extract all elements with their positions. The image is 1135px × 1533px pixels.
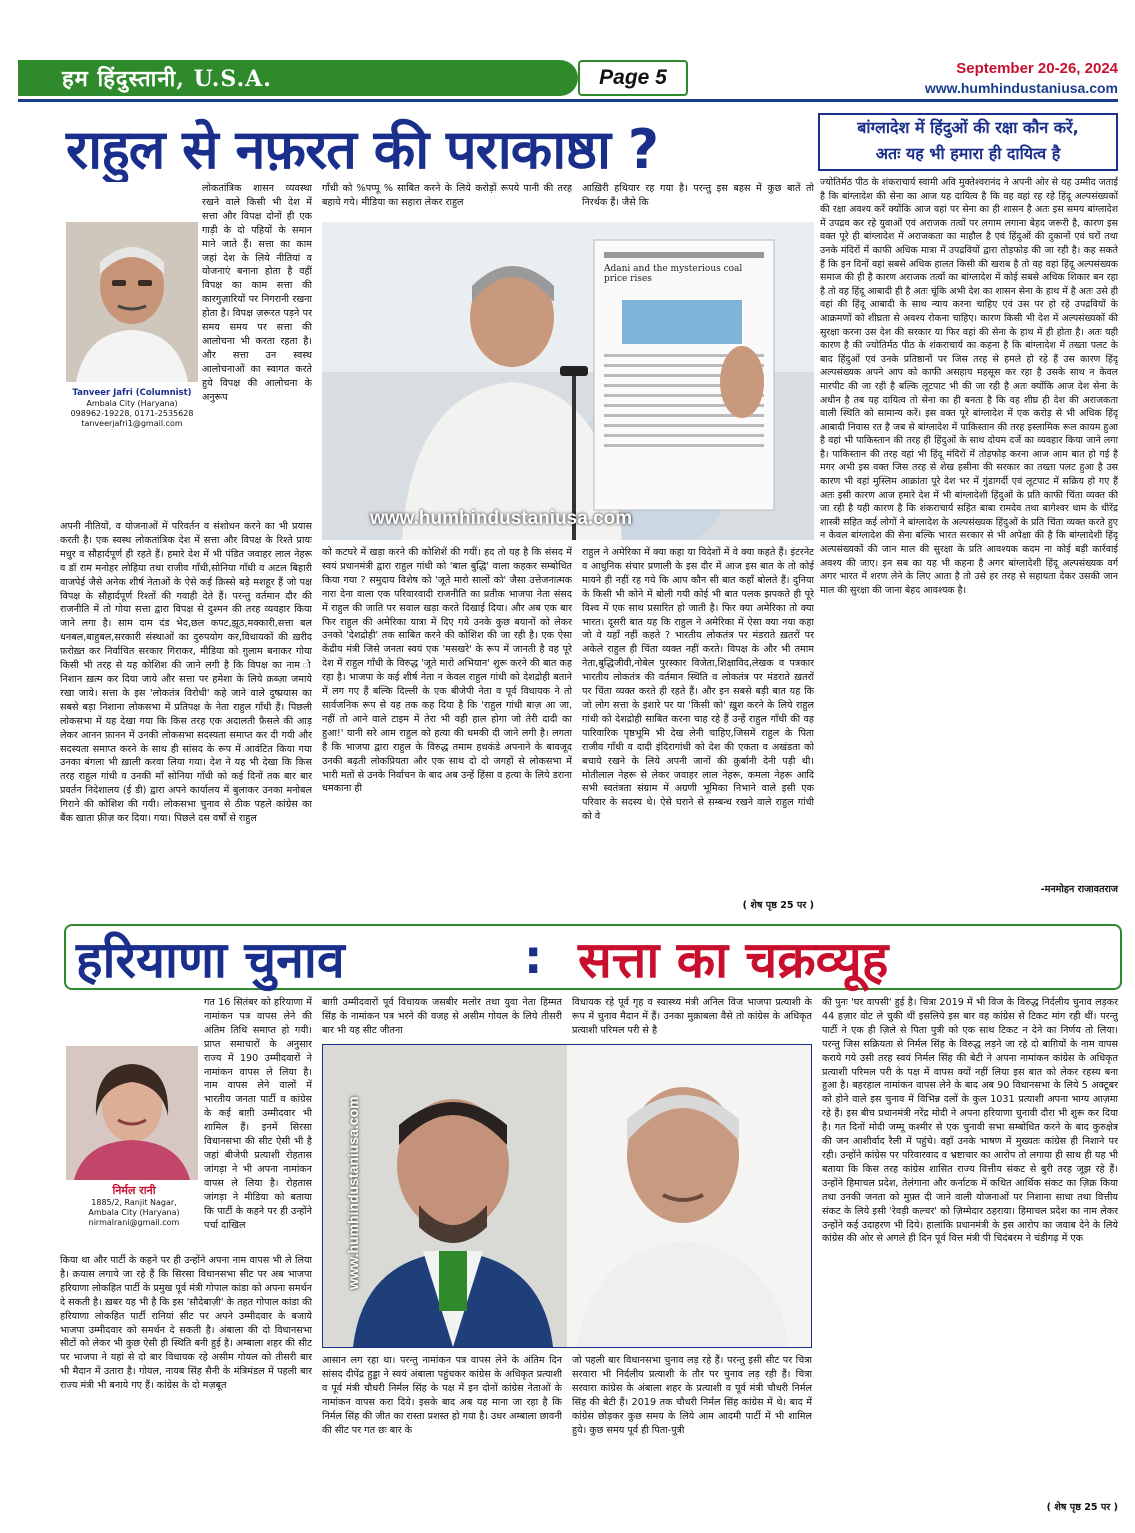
page-number: Page 5 [578,60,688,96]
sidebar-headline-line1: बांग्लादेश में हिंदुओं की रक्षा कौन करें, [857,118,1079,137]
article2-col3-top: विधायक रहे पूर्व गृह व स्वास्थ्य मंत्री अनिल विज भाजपा प्रत्याशी के रूप में चुनाव मैदान में हैं। उनका मुक़ाबला वैसे तो कांग्रेस के अधिकृत प्रत्याशी परिमल परी से है [572,997,812,1036]
clipping-headline: Adani and the mysterious coal price rises [604,264,743,284]
politicians-photo [323,1045,811,1347]
newspaper-title: हम हिंदुस्तानी, U.S.A. [62,66,272,92]
photo-watermark: www.humhindustaniusa.com [370,508,633,529]
article2-col1-top-text: गत 16 सितंबर को हरियाणा में नामांकन पत्र वापस लेने की अंतिम तिथि समाप्त हो गयी। प्राप्त समाचारों के अनुसार राज्य में 190 उम्मीदवारों ने नामांकन वापस ले लिया है। नाम वापस लेने वालों में भारतीय जनता पार्टी व कांग्रेस के कई बाग़ी उम्मीदवार भी शामिल हैं। इनमें सिरसा विधानसभा की सीट ऐसी भी है जहां बीजेपी प्रत्याशी रोहतास जांगड़ा ने भी अपना नामांकन वापस ले लिया है। रोहतास जांगड़ा ने मीडिया को बताया कि पार्टी के कहने पर ही उन्होंने पर्चा दाखिल [204,997,312,1231]
website-link[interactable]: www.humhindustaniusa.com [924,80,1118,96]
article1-headline: राहुल से नफ़रत की पराकाष्ठा ? [66,118,659,181]
author2-addr1: 1885/2, Ranjit Nagar, [91,1198,177,1207]
author-portrait [66,222,198,382]
author-name-label: Tanveer Jafri (Columnist) [72,388,192,398]
article2-headline-right: सत्ता का चक्रव्यूह [578,931,889,989]
sidebar-body: ज्योतिर्मठ पीठ के शंकराचार्य स्वामी अवि मुक्तेश्वरानंद ने अपनी ओर से यह उम्मीद जताई है कि बांग्लादेश की सेना का आज यह दायित्व है कि वह वहां रह रहे हिंदू अल्पसंख्यकों की रक्षा अवश्य करें क्योंकि आज वहां पर सेना का ही शासन है अतः इस समय बांग्लादेश में उपद्रव कर रहे युवाओं एवं अराजक तत्वों पर लगाम लगाना बेहद जरूरी है, कारण इस वक्त पूरे ही बांग्लादेश में अराजकता का माहौल है एवं हिंदुओं की दुकानों एवं घरों तथा उनके मंदिरों में काफी अधिक मात्रा में उपद्रवियों द्वारा तोड़फोड़ की जा रही है। कह सकते हैं कि इन दिनों वहां सबसे अधिक हालत किसी की खराब है तो वह वहां हिंदू अल्पसंख्यक समाज की ही है कारण अराजक तत्वों का बांग्लादेश में कोई सबसे अधिक शिकार बन रहा है तो वह हिंदू आबादी ही है अतः चूंकि अभी देश का शासन सेना के हाथ में है अतः उसे ही वहां की हिंदू आबादी के साथ न्याय करना चाहिए एवं उस पर हो रहे उपद्रवियों के आक्रमणों को शीघ्रता से अवश्य रोकना चाहिए। कारण किसी भी देश में अल्पसंख्यकों की सुरक्षा करना उस देश की सरकार या फिर वहां की सेना के हाथ में ही होता है। अतः यही कारण है की ज्योतिर्मठ पीठ के शंकराचार्य का कहना है कि बांग्लादेश में तख्ता पलट के बाद हिंदुओं एवं उनके प्रतिष्ठानों पर जिस तरह से हमले हो रहे हैं उस कारण हिंदू अल्पसंख्यक अपने आप को काफी असहाय महसूस कर रहा है उसके साथ न केवल मारपीट की जा रही है बल्कि लूटपाट भी की जा रही है अतः क्योंकि आज देश सेना के अधीन है तब यह दायित्व तो सेना का ही बनता है कि वह शीघ्र ही देश की अराजकता वाली स्थिति को सामान्य करें। इस वक्त पूरे बांग्लादेश में एक करोड़ से भी अधिक हिंदू आबादी निवास रत है जब से बांग्लादेश में पाकिस्तान की तरह इस्लामिक रूल कायम हुआ है वहां भी पाकिस्तान की तरह ही हिंदुओं के साथ दोयम दर्जे का व्यवहार किया जाने लगा है। पाकिस्तान की तरह वहां भी हिंदू मंदिरों में तोड़फोड़ करना आज आम बात हो गई है मगर अभी इस वक्त जिस तरह से शेख हसीना की सरकार का तख्ता पलट हुआ है उस कारण भी वहां मुस्लिम आक्रांता पूरे देश भर में गुंडागर्दी एवं लूटपाट में सक्रिय हो गए हैं अतः इसी कारण आज हमारे देश में भी बांग्लादेशी हिंदुओं के प्रति काफी चिंता व्यक्त की जा रही है यही कारण है कि शंकराचार्य सहित बाबा रामदेव तथा बागेश्वर धाम के धीरेंद्र शास्त्री सहित कई लोगों ने बांग्लादेश के अल्पसंख्यक हिंदुओं के प्रति चिंता व्यक्त करते हुए न केवल बांग्लादेश की सेना बल्कि भारत सरकार से भी अपेक्षा की है कि बांग्लादेशी हिंदू अल्पसंख्यकों की जान माल की सुरक्षा के प्रति आवश्यक कदम ना कोई बड़ी कार्रवाई अवश्य की जाए। इन सब का यह भी कहना है अगर बांग्लादेशी हिंदू अल्पसंख्यक वर्ग अगर भारत में शरण लेने के लिए आता है तो उसे हर तरह से सहायता देकर उसकी जान माल की सुरक्षा की जाना बेहद आवश्यक है। [820,177,1118,596]
article2-col3-bottom: जो पहली बार विधानसभा चुनाव लड़ रहे हैं। परन्तु इसी सीट पर चित्रा सरवारा भी निर्दलीय प्रत्याशी के तौर पर चुनाव लड़ रही हैं। चित्रा सरवारा कांग्रेस के अंबाला शहर के प्रत्याशी व पूर्व मंत्री चौधरी निर्मल सिंह की बेटी हैं। 2019 तक चौधरी निर्मल सिंह कांग्रेस में थे। बाद में कांग्रेस छोड़कर कुछ समय के लिये आम आदमी पार्टी में भी शामिल हुये। कुछ समय पूर्व ही पिता-पुत्री [572,1355,812,1436]
masthead-rule [18,99,1118,102]
author2-addr2: Ambala City (Haryana) [88,1208,180,1217]
sidebar-headline-box [818,113,1118,171]
author-city-label: Ambala City (Haryana) [86,399,178,408]
photo2-watermark: www.humhindustaniusa.com [345,1096,361,1290]
article1-photo [322,222,814,540]
author-card-overlay [66,222,198,462]
article1-col3-bottom: राहुल ने अमेरिका में क्या कहा या विदेशों में वे क्या कहते हैं। इंटरनेट व आधुनिक संचार प्रणाली के इस दौर में आज इस बात के तो कोई मायने ही नहीं रह गये कि आप कौन सी बात कहाँ बोलते हैं। दुनिया के किसी भी कोने में बोली गयी कोई भी बात पलक झपकते ही पूरे विश्व में एक साथ प्रसारित हो जाती है। फिर क्या अमेरिका तो क्या भारत। दूसरी बात यह कि राहुल ने अमेरिका में ऐसा क्या नया कहा जो वे यहाँ नहीं कहते ? भारतीय लोकतंत्र पर मंडराते ख़तरों पर अकेले राहुल ही चिंता व्यक्त नहीं करते। विपक्ष के और भी तमाम नेता,बुद्धिजीवी,नोबेल पुरस्कार विजेता,शिक्षाविद,लेखक व पत्रकार भारतीय लोकतंत्र की वर्तमान स्थिति व लोकतंत्र पर मंडराते ख़तरों पर चिंता व्यक्त करते ही रहते हैं। और इन सबसे बड़ी बात यह कि जो लोग सत्ता के इशारे पर या 'किसी को' ख़ुश करने के लिये राहुल गांधी को देशद्रोही साबित करना चाह रहे हैं उन्हें राहुल गाँधी की वह पारिवारिक पृष्ठभूमि भी देख लेनी चाहिए,जिसमें राहुल के पिता राजीव गाँधी व दादी इंदिरागांधी को देश की एकता व अखंडता को बचाये रखने के लिये अपनी जानों की क़ुर्बानी देनी पड़ी थी। मोतीलाल नेहरू से लेकर जवाहर लाल नेहरू, कमला नेहरू आदि सभी स्वतंत्रता संग्राम में अग्रणी भूमिका निभाने वाले इसी एक परिवार के सदस्य थे। ऐसे घराने से सम्बन्ध रखने वाले राहुल गांधी को वे [582,547,814,823]
author-phone-label: 098962-19228, 0171-2535628 [70,409,194,418]
article2-col4: की पुनः 'घर वापसी' हुई है। चित्रा 2019 में भी विज के विरुद्ध निर्दलीय चुनाव लड़कर 44 हज़ार वोट ले चुकी थीं इसलिये इस बार वह कांग्रेस से टिकट मांग रही थीं। परन्तु पार्टी ने एक ही ज़िले से पिता पुत्री को एक साथ टिकट न देने का निर्णय तो लिया। परन्तु जिस सक्रियता से निर्मल सिंह के विरुद्ध लड़ने जा रहे दो बाग़ियों के नाम वापस कराये गये उसी तरह स्वयं निर्मल सिंह की बेटी ने अपना नामांकन कांग्रेस के अधिकृत प्रत्याशी परिमल परी के पक्ष में वापस क्यों नहीं लिया इस बात को लेकर रहस्य बना हुआ है। बहरहाल नामांकन वापस लेने के बाद अब 90 विधानसभा के लिये 5 अक्टूबर को होने वाले इस चुनाव में विभिन्न दलों के कुल 1031 प्रत्याशी अपना भाग्य आज़मा रहे हैं। इस बीच प्रधानमंत्री नरेंद्र मोदी ने अपना हरियाणा चुनावी दौरा भी शुरू कर दिया है। गत दिनों मोदी जम्मू कश्मीर से एक चुनावी सभा सम्बोधित करने के बाद कुरुक्षेत्र की जन आशीर्वाद रैली में पहुंचे। वहाँ उनके भाषण में मुख्यतः कांग्रेस ही निशाने पर रही। उन्होंने कांग्रेस पर परिवारवाद व भ्रष्टाचार का आरोप तो लगाया ही साथ ही यह भी बताया कि किस तरह कांग्रेस शासित राज्य वित्तीय संकट से बुरी तरह जूझ रहे हैं। उन्होंने हिमाचल प्रदेश, तेलंगाना और कर्नाटक में कथित आर्थिक संकट का ज़िक्र किया तथा उनकी जनता को मुफ़्त दी जाने वाली योजनाओं पर निशाना साधा तथा वित्तीय संकट के लिये इसी 'रेवड़ी कल्चर' को ज़िम्मेदार ठहराया। हिमाचल प्रदेश का नाम लेकर उन्होंने कई उदाहरण भी दिये। हालांकि प्रधानमंत्री के इस आरोप का जवाब देने के लिये कांग्रेस की ओर से अगले ही दिन पूर्व वित्त मंत्री पी चिदंबरम ने चंडीगढ़ में एक [822,997,1118,1245]
author2-name: निर्मल रानी [112,1184,156,1197]
author2-email[interactable]: nirmalrani@gmail.com [88,1218,180,1227]
sidebar-author: -मनमोहन राजावतराज [1040,884,1118,895]
article2-col2-bottom: आसान लग रहा था। परन्तु नामांकन पत्र वापस लेने के अंतिम दिन सांसद दीपेंद्र हुड्डा ने स्वयं अंबाला पहुंचकर कांग्रेस के अधिकृत प्रत्याशी व पूर्व मंत्री चौधरी निर्मल सिंह के पक्ष में इन दोनों कांग्रेस नेताओं के नामांकन वापस करा दिये। इसके बाद अब यह माना जा रहा है कि निर्मल सिंह की जीत का रास्ता प्रशस्त हो गया है। उधर अम्बाला छावनी की सीट पर गत छः बार के [322,1355,562,1436]
author2-card [66,1046,202,1246]
article1-col3-top: आख़िरी हथियार रह गया है। परन्तु इस बहस में कुछ बातें तो निरर्थक हैं। जैसे कि [582,183,814,208]
article1-col2-bottom: को कटघरे में खड़ा करने की कोशिशें की गयीं। हद तो यह है कि संसद में स्वयं प्रधानमंत्री द्वारा राहुल गांधी को 'बाल बुद्धि' वाला कहकर सम्बोधित किया गया ? समुदाय विशेष को 'जूते मारो सालों को' जैसा उत्तेजनात्मक नारा देना वाला एक परिवारवादी राजनीति का प्रतीक भाजपा नेता संसद में राहुल की जाति पर सवाल खड़ा करते दिखाई दिया। और अब एक बार फिर राहुल की अमेरिका यात्रा में दिए गये उनके कुछ बयानों को लेकर उनको 'देशद्रोही' तक साबित करने की कोशिश की जा रही है। एक ऐसा केंद्रीय मंत्री जिसे जनता स्वयं एक 'मसखरे' के रूप में जानती है वह पूरे देश में राहुल गाँधी के विरुद्ध 'जूते मारो अभियान' शुरू करने की बात कह रहा है। भाजपा के कई शीर्ष नेता न केवल राहुल गांधी को देशद्रोही बताने में लग गए हैं बल्कि दिल्ली के एक बीजेपी नेता व पूर्व विधायक ने तो सार्वजनिक रूप से यह तक कह दिया है कि 'राहुल गांधी बाज़ आ जा, नहीं तो आने वाले टाइम में तेरा भी वही हाल होगा जो तेरी दादी का हुआ!' यानी सरे आम राहुल को हत्या की धमकी दी जाने लगी है। लगता है कि भाजपा द्वारा राहुल के विरुद्ध तमाम हथकंडे अपनाने के बावजूद उनकी बढ़ती लोकप्रियता और एक साथ दो दो जगहों से लोकसभा में भारी मतों से उनके निर्वाचन के बाद अब उन्हें हिंसा व हत्या के लिये डराना धमकाना ही [322,547,572,795]
article2-headline-left: हरियाणा चुनाव [76,931,345,989]
article1-col1-bottom: अपनी नीतियों, व योजनाओं में परिवर्तन व संशोधन करने का भी प्रयास करती है। एक स्वस्थ लोकतांत्रिक देश में सत्ता और विपक्ष के रिश्ते प्रायः मधुर व सौहार्दपूर्ण ही रहते हैं। हमारे देश में भी पंडित जवाहर लाल नेहरू व डॉ राम मनोहर लोहिया तथा राजीव गाँधी,सोनिया गाँधी व अटल बिहारी वाजपेई जैसे अनेक शीर्ष नेताओं के ऐसे कई क़िस्से बड़े मशहूर हैं जो पक्ष विपक्ष के सौहार्दपूर्ण रिश्तों की गवाही देते हैं। परन्तु वर्तमान दौर की राजनीति में तो गोया सत्ता द्वारा विपक्ष से दुश्मन की तरह व्यवहार किया जाने लगा है। साम दाम दंड भेद,छल कपट,झूठ,मक्कारी,सत्ता बल धनबल,बाहुबल,सरकारी संस्थाओं का दुरुपयोग कर,विधायकों की ख़रीद फ़रोख़्त कर निर्वाचित सरकार गिराकर, मीडिया को ग़ुलाम बनाकर गोया किसी भी तरह से यह कोशिश की जाने लगी है कि विपक्ष का नाम ो निशान ख़त्म कर दिया जाये और सत्ता पर हमेशा के लिये क़ब्ज़ा जमाये रखा जाये। सत्ता के इस 'लोकतंत्र विरोधी' कहे जाने वाले दुष्प्रयास का सबसे बड़ा निशाना लोकसभा में प्रतिपक्ष के नेता राहुल गाँधी हैं। पिछली लोकसभा में यह देखा गया कि किस तरह एक अदालती फ़ैसले की आड़ लेकर आनन फ़ानन में उनकी लोकसभा सदस्यता समाप्त कर दी गयी और सदस्यता समाप्त करने के साथ ही सांसद के रूप में आवंटित किया गया उनका बंगला भी ख़ाली करवा लिया गया। देश ने यह भी देखा कि किस तरह राहुल गांधी व उनकी माँ सोनिया गाँधी को कई दिनों तक बार बार प्रवर्तन निदेशालय (ई डी) द्वारा अपने कार्यालय में बुलाकर उनका मनोबल गिराने की कोशिश की गयी। लोकसभा चुनाव से ठीक पहले कांग्रेस का बैंक खाता फ़्रीज़ कर दिया। गया। पिछले दस वर्षों से राहुल [60,521,312,825]
author2-portrait [66,1046,198,1180]
sidebar-headline-line2: अतः यह भी हमारा ही दायित्व है [875,144,1061,163]
article2-continued: ( शेष पृष्ठ 25 पर ) [990,1500,1118,1513]
article1-col2-top: गाँधी को %पप्पू % साबित करने के लिये करोड़ों रूपये पानी की तरह बहाये गये। मीडिया का सहारा लेकर राहुल [322,183,572,208]
issue-date: September 20-26, 2024 [956,60,1118,77]
article2-col1-bottom: किया था और पार्टी के कहने पर ही उन्होंने अपना नाम वापस भी ले लिया है। क़यास लगाये जा रहे हैं कि सिरसा विधानसभा सीट पर अब भाजपा हरियाणा लोकहित पार्टी के प्रमुख पूर्व मंत्री गोपाल कांडा को अपना समर्थन दे सकती है। ख़बर यह भी है कि इस 'सौदेबाज़ी' के तहत गोपाल कांडा की हरियाणा लोकहित पार्टी रानियां सीट पर अपने उम्मीदवार के बजाये भाजपा उम्मीदवार को समर्थन दे सकती है। अंबाला की दो विधानसभा सीटों को लेकर भी कुछ ऐसी ही स्थिति बनी हुई है। अम्बाला शहर की सीट पर भाजपा ने यहां से दो बार विधायक रहे असीम गोयल को तीसरी बार भी मैदान में उतारा है। गोयल, नायब सिंह सैनी के मंत्रिमंडल में पहली बार राज्य मंत्री भी बनाये गए हैं। कांग्रेस के दो मज़बूत [60,1255,312,1392]
article1-continued: ( शेष पृष्ठ 25 पर ) [742,900,814,911]
article2-headline-colon: : [524,930,543,984]
article2-col2-top: बाग़ी उम्मीदवारों पूर्व विधायक जसबीर मलोर तथा युवा नेता हिम्मत सिंह के नामांकन पत्र भरने की वजह से असीम गोयल के लिये तीसरी बार भी यह सीट जीतना [322,997,562,1036]
article1-col1-top-text: लोकतांत्रिक शासन व्यवस्था रखने वाले किसी भी देश में सत्ता और विपक्ष दोनों ही एक गाड़ी के दो पहियों के समान माने जाते हैं। सत्ता का काम जहां देश के लिये नीतियां व योजनाएं बनाना होता है वहीं विपक्ष का काम सत्ता की कारगुज़ारियों पर निगरानी रखना होता है। विपक्ष ज़रूरत पड़ने पर समय समय पर सत्ता की आलोचना भी करता रहता है। और सत्ता उन स्वस्थ आलोचनाओं का स्वागत करते हुये विपक्ष की आलोचना के अनुरूप [202,183,312,403]
article2-photo [322,1044,812,1348]
author-email-label[interactable]: tanveerjafri1@gmail.com [81,419,183,428]
